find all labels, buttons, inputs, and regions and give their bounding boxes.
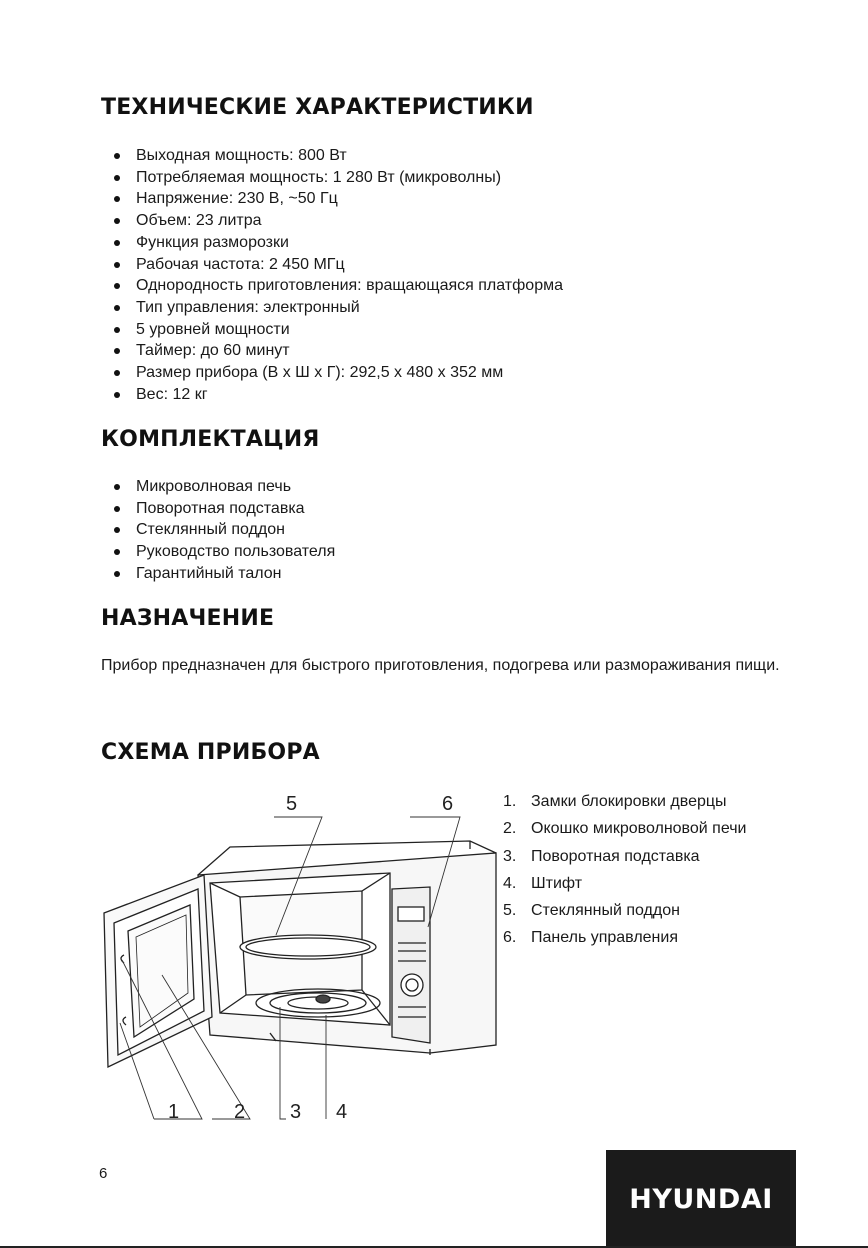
list-item: 4. Штифт	[503, 874, 583, 892]
list-item: Потребляемая мощность: 1 280 Вт (микроволны)	[112, 167, 563, 189]
callout-3: 3	[290, 1101, 302, 1123]
package-title: КОМПЛЕКТАЦИЯ	[101, 427, 320, 452]
page-number: 6	[99, 1165, 108, 1182]
package-list	[112, 476, 335, 585]
brand-logo-text: HYUNDAI	[629, 1183, 773, 1215]
list-item: Объем: 23 литра	[112, 210, 563, 232]
list-item: 6. Панель управления	[503, 929, 678, 947]
callout-5: 5	[286, 793, 298, 815]
list-item: Размер прибора (В х Ш х Г): 292,5 х 480 х 352 мм	[112, 362, 563, 384]
list-item: 5 уровней мощности	[112, 319, 563, 341]
list-item: Вес: 12 кг	[112, 384, 563, 406]
list-item: Поворотная подставка	[112, 498, 335, 520]
list-item: Функция разморозки	[112, 232, 563, 254]
list-item: 3. Поворотная подставка	[503, 847, 700, 865]
brand-logo	[606, 1150, 796, 1248]
list-item: Выходная мощность: 800 Вт	[112, 145, 563, 167]
callout-4: 4	[336, 1101, 348, 1123]
list-item: 1. Замки блокировки дверцы	[503, 793, 727, 810]
list-item: 5. Стеклянный поддон	[503, 902, 680, 920]
specs-title: ТЕХНИЧЕСКИЕ ХАРАКТЕРИСТИКИ	[101, 95, 534, 120]
list-item: Рабочая частота: 2 450 МГц	[112, 254, 563, 276]
specs-list	[112, 145, 563, 405]
list-item: Гарантийный талон	[112, 563, 335, 585]
list-item: Руководство пользователя	[112, 541, 335, 563]
microwave-diagram	[100, 785, 502, 1125]
scheme-title: СХЕМА ПРИБОРА	[101, 740, 320, 765]
list-item: Микроволновая печь	[112, 476, 335, 498]
callout-6: 6	[442, 793, 454, 815]
callout-2: 2	[234, 1101, 246, 1123]
list-item: Тип управления: электронный	[112, 297, 563, 319]
list-item: Однородность приготовления: вращающаяся платформа	[112, 275, 563, 297]
list-item: Таймер: до 60 минут	[112, 340, 563, 362]
callout-1: 1	[168, 1101, 180, 1123]
parts-list	[503, 788, 746, 952]
purpose-title: НАЗНАЧЕНИЕ	[101, 606, 275, 631]
list-item: Стеклянный поддон	[112, 519, 335, 541]
list-item: 2. Окошко микроволновой печи	[503, 820, 747, 838]
purpose-text: Прибор предназначен для быстрого приготовления, подогрева или размораживания пищи.	[101, 657, 780, 674]
list-item: Напряжение: 230 В, ~50 Гц	[112, 188, 563, 210]
